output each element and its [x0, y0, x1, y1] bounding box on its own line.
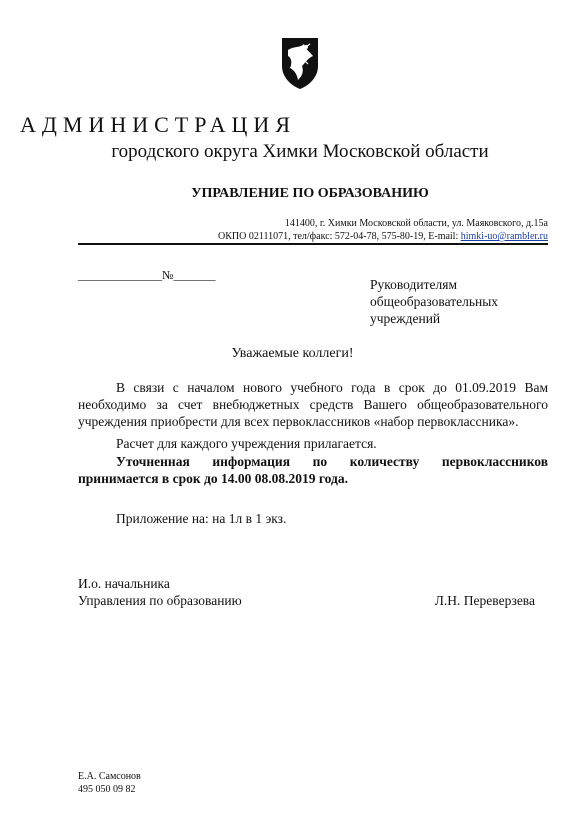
addressee-line: учреждений: [370, 311, 441, 326]
greeting: Уважаемые коллеги!: [231, 346, 354, 361]
department-name: УПРАВЛЕНИЕ ПО ОБРАЗОВАНИЮ: [191, 186, 429, 201]
addressee-block: [370, 276, 498, 327]
page-title: АДМИНИСТРАЦИЯ: [20, 112, 296, 137]
addressee-line: общеобразовательных: [370, 294, 499, 309]
executor-name: Е.А. Самсонов: [78, 771, 141, 782]
body-paragraph: В связи с началом нового учебного года в срок до 01.09.2019 Вам необходимо за счет внебюджетных средств Вашего общеобразовательного учреждения приобрести для всех первоклассников «набор первоклассника».: [78, 380, 548, 429]
okpo-text: ОКПО 02111071, тел/факс: 572-04-78, 575-80-19, E-mail:: [218, 231, 461, 242]
signer-name: Л.Н. Переверзева: [434, 593, 535, 608]
email-link[interactable]: himki-uo@rambler.ru: [460, 231, 548, 242]
signer-department: Управления по образованию: [78, 593, 242, 608]
deadline-paragraph: Уточненная информация по количеству первоклассников принимается в срок до 14.00 08.08.2019 года.: [78, 454, 548, 486]
executor-phone: 495 050 09 82: [78, 784, 136, 795]
addressee-line: Руководителям: [370, 277, 457, 292]
district-name: городского округа Химки Московской области: [111, 141, 489, 162]
contact-line: [218, 231, 548, 242]
attachment-note: Приложение на: на 1л в 1 экз.: [116, 511, 287, 526]
header-divider: [78, 243, 548, 245]
address-line: 141400, г. Химки Московской области, ул. Маяковского, д.15а: [284, 218, 548, 229]
body-paragraph: Расчет для каждого учреждения прилагается.: [116, 436, 377, 451]
coat-of-arms-icon: [280, 36, 320, 90]
registration-line: ______________№_______: [78, 268, 216, 282]
signer-position: И.о. начальника: [78, 576, 170, 591]
